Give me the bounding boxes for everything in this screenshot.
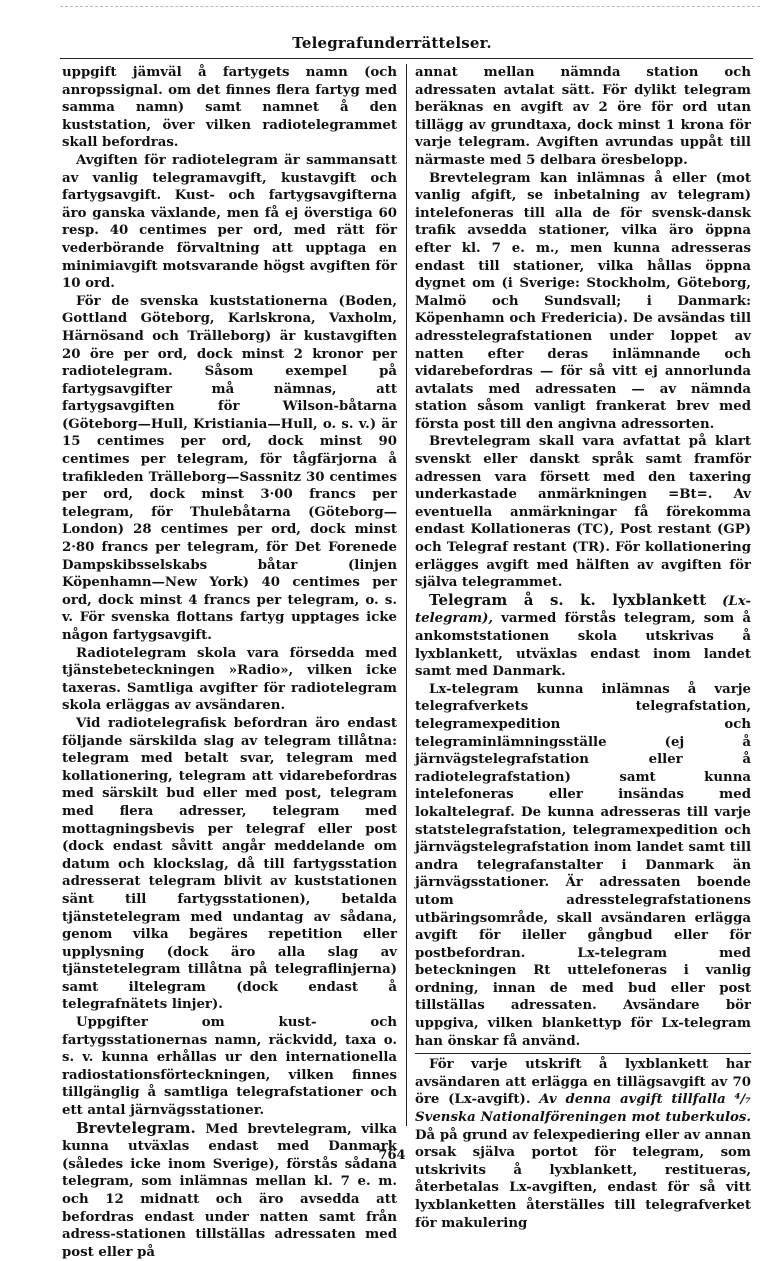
paragraph-lx-avgift [415, 1056, 751, 1232]
italic-note: Av denna avgift tillfalla ⁴/₇ Svenska Nationalföreningen mot tuberkulos. [415, 1092, 752, 1126]
column-divider [406, 64, 407, 1126]
paragraph: Avgiften för radiotelegram är sammansatt av vanlig telegramavgift, kustavgift och fartygsavgift. Kust- och fartygsavgifterna äro ganska växlande, men få ej överstiga 60 resp. 40 centimes per ord, med rätt för vederbörande förvaltning att upptaga en minimiavgift motsvarande högst avgiften för 10 ord. [62, 152, 397, 292]
paragraph-text: Med brevtelegram, vilka kunna utväxlas endast med Danmark (således icke inom Sverige), förstås sådana telegram, som inlämnas mellan kl. 7 e. m. och 12 midnatt och äro avsedda att befordras endast under natten samt från adress-stationen tillställas adressaten med post eller på [62, 1121, 397, 1260]
paragraph-lyxblankett [415, 592, 751, 681]
section-heading: Brevtelegram. [76, 1118, 196, 1137]
paragraph: Brevtelegram skall vara avfattat på klart svenskt eller danskt språk samt framför adressen vara försett med den taxering underkastade anmärkningen =Bt=. Av eventuella anmärkningar få förekomma endast Kollationeras (TC), Post restant (GP) och Telegraf restant (TR). För kollationering erlägges avgift med hälften av avgiften för själva telegrammet. [415, 434, 751, 591]
paragraph: Radiotelegram skola vara försedda med tjänstebeteckningen »Radio», vilken icke taxeras. Samtliga avgifter för radiotelegram skola erläggas av avsändaren. [62, 645, 397, 714]
paragraph: Vid radiotelegrafisk befordran äro endast följande särskilda slag av telegram tillåtna: telegram med betalt svar, telegram med kollationering, telegram att vidarebefordras med särskilt bud eller med post, telegram med flera adresser, telegram med mottagningsbevis per telegraf eller post (dock endast såvitt angår meddelande om datum och klockslag, då till fartygsstation adresserat telegram blivit av kuststationen sänt till fartygsstationen), betalda tjänstetelegram med undantag av sådana, genom vilka begäres repetition eller upplysning (dock äro alla slag av tjänstetelegram tillåtna på telegraflinjerna) samt iltelegram (dock endast å telegrafnätets linjer). [62, 715, 397, 1013]
scan-edge-line [60, 6, 760, 7]
paragraph-text: varmed förstås telegram, som å ankomststationen skola utskrivas å lyxblankett, utväxlas endast inom landet samt med Danmark. [415, 611, 751, 680]
page-number: 764 [378, 1148, 406, 1163]
paragraph: Lx-telegram kunna inlämnas å varje telegrafverkets telegrafstation, telegramexpedition och telegraminlämningsställe (ej å järnvägstelegrafstation eller å radiotelegrafstation) samt kunna intelefoneras eller insändas med lokaltelegraf. De kunna adresseras till varje statstelegrafstation, telegramexpedition och järnvägstelegrafstation inom landet samt till andra telegrafanstalter i Danmark än järnvägsstationer. Är adressaten boende utom adresstelegrafstationens utbäringsområde, skall avsändaren erlägga avgift för ileller gångbud eller för postbefordran. Lx-telegram med beteckningen Rt uttelefoneras i vanlig ordning, innan de med bud eller post tillställas adressaten. Avsändare bör uppgiva, vilken blankettyp för Lx-telegram han önskar få använd. [415, 681, 751, 1049]
section-rule [415, 1053, 751, 1054]
paragraph: Brevtelegram kan inlämnas å eller (mot vanlig afgift, se inbetalning av telegram) intelefoneras till alla de för svensk-dansk trafik avsedda stationer, vilka äro öppna efter kl. 7 e. m., men kunna adresseras endast till stationer, vilka hållas öppna dygnet om (i Sverige: Stockholm, Göteborg, Malmö och Sundsvall; i Danmark: Köpenhamn och Fredericia). De avsändas till adresstelegrafstationen under loppet av natten efter deras inlämnande och vidarebefordras — för så vitt ej annorlunda avtalats med adressaten — av nämnda station såsom vanligt frankerat brev med första post till den angivna adressorten. [415, 170, 751, 432]
header-rule [60, 58, 753, 59]
paragraph-tail: Då på grund av felexpediering eller av annan orsak själva portot för telegram, som utskrivits å lyxblankett, restitueras, återbetalas Lx-avgiften, endast för så vitt lyxblanketten återställes till telegrafverket för makulering [415, 1127, 751, 1231]
section-heading: Telegram å s. k. lyxblankett [429, 590, 707, 609]
page-title: Telegrafunderrättelser. [292, 34, 492, 52]
paragraph: annat mellan nämnda station och adressaten avtalat sätt. För dylikt telegram beräknas en avgift av 2 öre för ord utan tillägg av grundtaxa, dock minst 1 krona för varje telegram. Avgiften avrundas uppåt till närmaste med 5 delbara öresbelopp. [415, 65, 751, 168]
right-column [415, 64, 752, 1231]
paragraph: Uppgifter om kust- och fartygsstationernas namn, räckvidd, taxa o. s. v. kunna erhållas ur den internationella radiostationsförteckningen, vilken finnes tillgänglig å samtliga telegrafstationer och ett antal järnvägsstationer. [62, 1015, 397, 1119]
paragraph: uppgift jämväl å fartygets namn (och anropssignal. om det finnes flera fartyg med samma namn) samt namnet å den kuststation, över vilken radiotelegrammet skall befordras. [62, 65, 397, 151]
paragraph-brevtelegram [62, 1120, 397, 1261]
paragraph: För de svenska kuststationerna (Boden, Gottland Göteborg, Karlskrona, Vaxholm, Härnösand och Trälleborg) är kustavgiften 20 öre per ord, dock minst 2 kronor per radiotelegram. Såsom exempel på fartygsavgifter må nämnas, att fartygsavgiften för Wilson-båtarna (Göteborg—Hull, Kristiania—Hull, o. s. v.) är 15 centimes per ord, dock minst 90 centimes per telegram, för tågfärjorna å trafikleden Trälleborg—Sassnitz 30 centimes per ord, dock minst 3·00 francs per telegram, för Thulebåtarna (Göteborg—London) 28 centimes per ord, dock minst 2·80 francs per telegram, för Det Forenede Dampskibsselskabs båtar (linjen Köpenhamn—New York) 40 centimes per ord, dock minst 4 francs per telegram, o. s. v. För svenska flottans fartyg upptages icke någon fartygsavgift. [62, 293, 397, 643]
section-heading-italic: (Lx-telegram), [415, 593, 751, 627]
paragraph-text: För varje utskrift å lyxblankett har avsändaren att erlägga en tillägsavgift av 70 öre (Lx-avgift). [415, 1057, 751, 1108]
